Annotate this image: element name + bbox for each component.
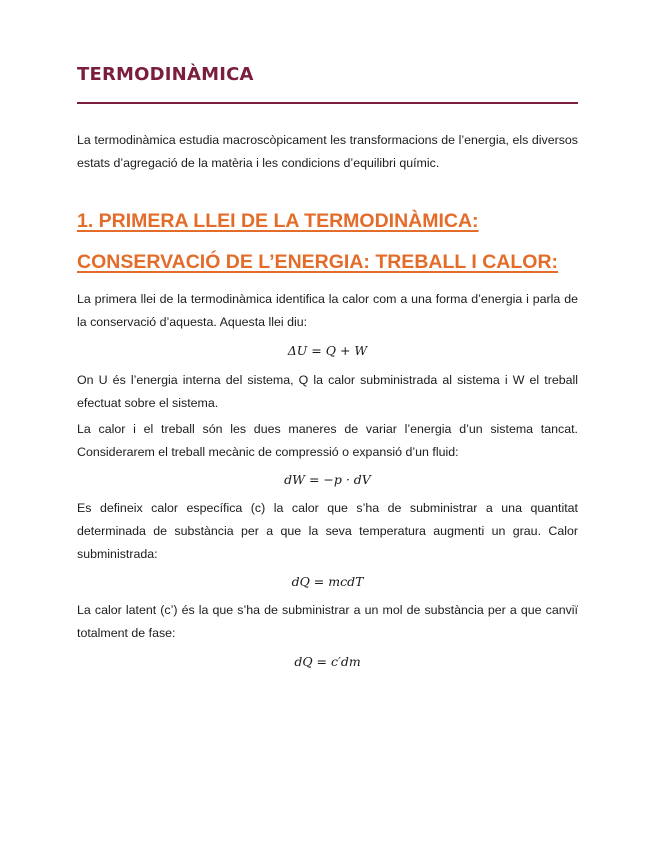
paragraph-latent-heat: La calor latent (c’) és la que s’ha de subministrar a un mol de substància per a que canviï totalment de fase:	[77, 603, 578, 640]
section-heading-line1: 1. PRIMERA LLEI DE LA TERMODINÀMICA:	[77, 210, 479, 232]
section-heading-line2: CONSERVACIÓ DE L’ENERGIA: TREBALL I CALOR:	[77, 251, 559, 273]
document-title: TERMODINÀMICA	[77, 64, 254, 85]
formula-energy-conservation: ΔU = Q + W	[287, 343, 368, 358]
intro-paragraph: La termodinàmica estudia macroscòpicament les transformacions de l’energia, els diversos estats d’agregació de la matèria i les condicions d’equilibri químic.	[77, 133, 578, 170]
paragraph-variables: On U és l’energia interna del sistema, Q la calor subministrada al sistema i W el treball efectuat sobre el sistema.	[77, 373, 578, 410]
formula-latent-heat: dQ = c′dm	[294, 654, 361, 669]
paragraph-specific-heat: Es defineix calor específica (c) la calor que s’ha de subministrar a una quantitat determinada de substància per a que la seva temperatura augmenti un grau. Calor subministrada:	[77, 501, 578, 561]
section-heading	[77, 201, 597, 283]
paragraph-work-heat: La calor i el treball són les dues maneres de variar l’energia d’un sistema tancat. Considerarem el treball mecànic de compressió o expansió d’un fluid:	[77, 422, 578, 459]
formula-work: dW = −p · dV	[284, 472, 371, 487]
paragraph-first-law: La primera llei de la termodinàmica identifica la calor com a una forma d’energia i parla de la conservació d’aquesta. Aquesta llei diu:	[77, 292, 578, 329]
title-divider	[77, 102, 578, 104]
formula-specific-heat: dQ = mcdT	[291, 574, 364, 589]
